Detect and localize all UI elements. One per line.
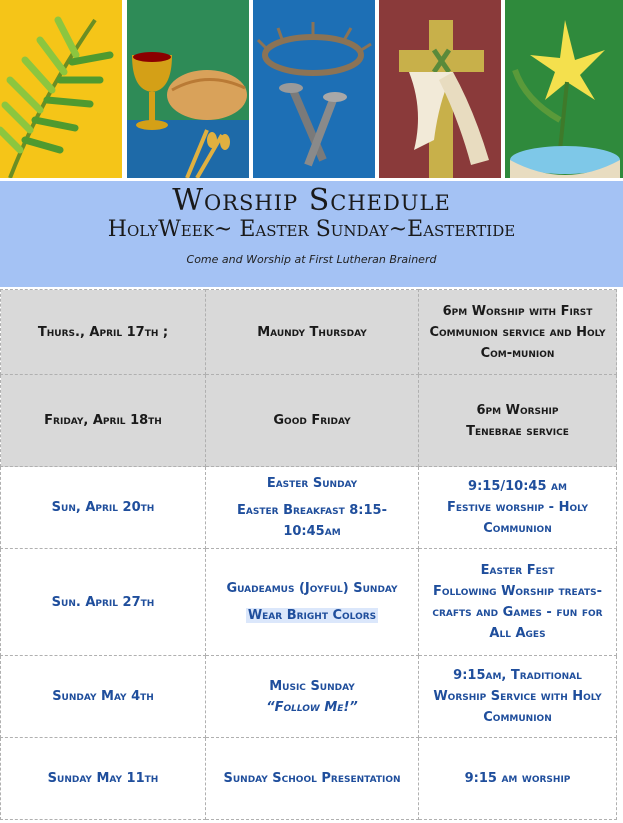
service-line: 6pm Worship (476, 402, 559, 418)
date-cell: Sunday May 4th (1, 656, 206, 738)
date-cell: Sun, April 20th (1, 467, 206, 549)
event-line: Easter Breakfast 8:15-10:45am (237, 503, 387, 539)
date-cell: Sun. April 27th (1, 549, 206, 656)
service-line: Following Worship treats- crafts and Games - fun for All Ages (432, 584, 603, 641)
cross-with-shroud-image (379, 0, 501, 178)
service-line: Easter Fest (480, 563, 555, 578)
table-row (1, 738, 617, 820)
service-line: Tenebrae service (466, 423, 569, 439)
schedule-table (0, 289, 617, 820)
service-cell (419, 375, 617, 467)
service-line: 6pm Worship with First Communion service and Holy Com-munion (429, 303, 606, 361)
event-line: Sunday School Presentation (223, 771, 401, 786)
table-row (1, 290, 617, 375)
event-line: Maundy Thursday (257, 324, 367, 340)
event-cell (206, 549, 419, 656)
table-row (1, 656, 617, 738)
event-line: Good Friday (273, 413, 351, 428)
service-line: 9:15 am worship (464, 771, 571, 786)
table-row (1, 467, 617, 549)
page-title: Worship Schedule (172, 183, 451, 218)
event-line: Guadeamus (Joyful) Sunday (226, 581, 398, 596)
event-line: Music Sunday (269, 678, 355, 694)
service-cell (419, 656, 617, 738)
service-cell (419, 290, 617, 375)
page-subtitle: HolyWeek~ Easter Sunday~Eastertide (107, 217, 516, 242)
service-line: 9:15am, Traditional Worship Service with Holy Communion (433, 668, 602, 725)
event-cell (206, 738, 419, 820)
date-cell: Friday, April 18th (1, 375, 206, 467)
service-cell (419, 467, 617, 549)
service-line: Festive worship - Holy Communion (447, 500, 588, 536)
event-cell (206, 375, 419, 467)
event-line: Easter Sunday (266, 476, 358, 491)
service-cell (419, 738, 617, 820)
date-cell: Sunday May 11th (1, 738, 206, 820)
event-cell (206, 656, 419, 738)
table-row (1, 375, 617, 467)
date-cell: Thurs., April 17th ; (1, 290, 206, 375)
crown-of-thorns-and-nails-image (253, 0, 375, 178)
header-band (0, 181, 623, 287)
table-row (1, 549, 617, 656)
tagline: Come and Worship at First Lutheran Brainerd (186, 253, 437, 266)
chalice-and-bread-image (127, 0, 249, 178)
event-cell (206, 290, 419, 375)
palm-branch-image (0, 0, 122, 178)
service-line: 9:15/10:45 am (468, 479, 567, 494)
event-quote: “Follow Me!” (266, 699, 358, 715)
easter-lily-and-font-image (505, 0, 623, 178)
event-cell (206, 467, 419, 549)
highlight-note: Wear Bright Colors (247, 608, 377, 623)
service-cell (419, 549, 617, 656)
